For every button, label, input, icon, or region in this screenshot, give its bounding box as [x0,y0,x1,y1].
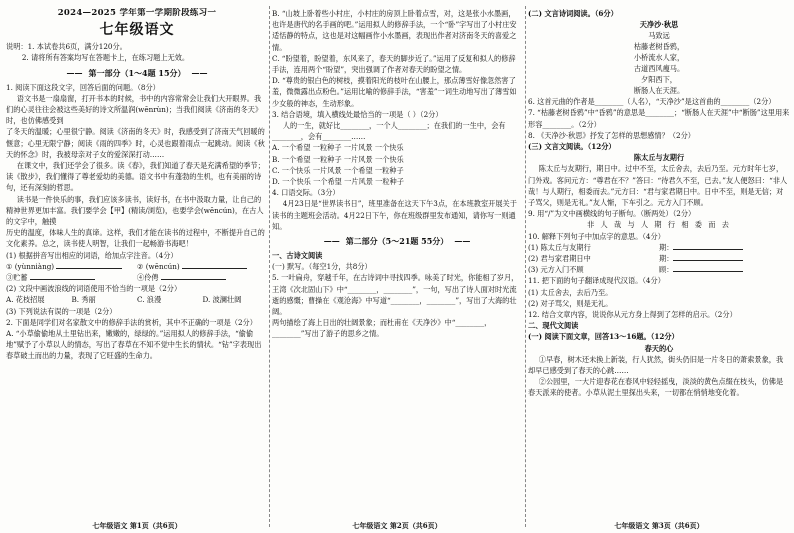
poem-line: 枯藤老树昏鸦， [633,42,685,52]
choice-option[interactable]: C. 一个快乐 一片风景 一个希望 一粒种子 [272,165,404,175]
choice-option[interactable]: C. 浪漫 [137,295,162,305]
question-6: 6. 这首元曲的作者是________（人名），“天净沙”是这首曲的________（2分） [528,97,776,107]
question-5: 5. 一叶扁舟，穿越千年，在古诗词中寻找四季。咏美了时光，你能相了岁月，王湾《次北固山下》中“________，________”，一句，写出了诗人面对时光流逝的感慨；曹操在《观沧海》中写道“________，________”，写出了大海的壮阔。 [272,273,519,317]
subsection-heading: (一) 默写。（每空1分，共8分） [272,262,372,272]
answer-blank[interactable] [673,253,743,261]
page-footer: 七年级语文 第1页（共6页） [92,521,182,530]
question-4-lead: 4. 口语交际。（3分） [272,188,340,198]
question-11: 11. 把下面的句子翻译成现代汉语。（4分） [528,276,665,286]
subject-title: 七年级语文 [99,22,175,39]
reading-passage: 历史的温度，体味人生的真谛。这样，我们才能在读书的过程中，不断提升自己的文化素养。总之，读书使人明智，让我们一起畅游书海吧！ [6,228,265,249]
question-12: 12. 结合文章内容，说说你从元方身上得到了怎样的启示。（2分） [528,310,737,320]
choice-option[interactable]: D. 一个快乐 一个希望 一片风景 一粒种子 [272,177,404,187]
question-2-option-a: A. “小草偷偷地从土里钻出来，嫩嫩的，绿绿的。”运用拟人的修辞手法，“偷偷地”赋予了小草以人的情态，写出了春草在不知不觉中生长的情状。“钻”字表现出春草破土而出的力量，表现了它旺盛的生命力。 [6,329,262,361]
sentence-to-segment: 非 人 哉 与 人 期 行 相 委 而 去 [587,220,731,230]
reading-passage: 语文书是一扇扇窗，打开书本的时候，书中的内容常常会让我们大开眼界。我们的心灵往往会被这些美好的诗文所温润(wēnrùn)；当我们阅读《济南的冬天》时，也仿佛感受到 [6,93,263,126]
question-7: 7. “枯藤老树昏鸦”中“昏鸦”的意思是________；“断肠人在天涯”中“断肠”这里用来形容________。（2分） [528,108,790,129]
question-9: 9. 用“/”为文中画横线的句子断句。（断两处）（2分） [528,209,696,219]
essay-title: 春天的心 [644,343,674,353]
poem-line: 夕阳西下， [641,75,677,85]
answer-blank[interactable] [30,272,96,280]
reading-passage: 读书是一件快乐的事，我们应该多读书，读好书，在书中汲取力量，让自己的精神世界更加丰富。我们要学会【甲】(精读/浏览)，也要学会(wēncún)，在古人的文字中，触摸 [6,194,264,227]
choice-options [6,294,268,305]
question-4-text: 4月23日是“世界读书日”，班里准备在这天下午3点，在本班教室开展关于读书的主题班会活动。4月22日下午，你在班级群里发布通知，请你写一则通知。 [272,199,517,231]
answer-blank[interactable] [673,264,743,272]
question-1-2: (2) 文段中画波浪线的词语使用不恰当的一项是（2分） [6,284,182,294]
poem-line: 小桥流水人家， [633,53,685,63]
page-footer: 七年级语文 第2页（共6页） [352,521,442,530]
instruction-note: 说明：1. 本试卷共6页，满分120分。 [6,42,127,52]
question-10: 10. 解释下列句子中加点字的意思。（4分） [528,231,665,241]
poem-line: 断肠人在天涯。 [633,86,685,96]
choice-option[interactable]: B. 秀丽 [71,295,96,305]
reading-passage: 在课文中，我们还学会了很多。读《春》，我们知道了春天是充满希望的季节；读《散步》，我们懂得了尊老爱幼的美德。语文书中有蓬勃的生机，也有美丽的诗句，还有深刻的哲思。 [6,161,265,193]
classical-text-title: 陈太丘与友期行 [633,153,685,163]
question-3-text: 人的一生，就好比________，一个人________；在我们的一生中，会有________，会有________…… [272,121,506,142]
question-1-lead: 1. 阅读下面这段文字，回答后面的问题。（8分） [6,82,160,92]
choice-option[interactable]: A. 花枝招展 [6,295,45,305]
page-footer: 七年级语文 第3页（共6页） [614,521,704,530]
choice-option[interactable]: B. 一个希望 一粒种子 一片风景 一个快乐 [272,154,404,164]
column-divider [269,6,270,527]
question-3-lead: 3. 结合语境，填入横线处最恰当的一项是（ ）（2分） [272,109,443,119]
poem-author: 马致远 [648,31,670,41]
poem-line: 古道西风瘦马。 [633,64,685,74]
page-3-column [528,8,790,527]
part-1-title: —— 第一部分（1～4题 15分） —— [66,67,208,78]
translation-item: (1) 太丘舍去，去后乃至。 [528,287,613,297]
question-1-3: (3) 下列说法有误的一项是（2分） [6,306,117,316]
exam-title: 2024—2025 学年第一学期阶段练习一 [57,8,217,18]
page-2-column [272,8,522,527]
question-8: 8. 《天净沙·秋思》抒发了怎样的思想感情？（2分） [528,130,695,140]
poem-title: 天净沙·秋思 [639,20,679,30]
question-1-1: (1) 根据拼音写出相应的词语，给加点字注音。（4分） [6,250,178,260]
choice-option[interactable]: D. 波澜壮阔 [202,295,242,305]
translation-item: (2) 对子骂父，则是无礼。 [528,298,613,308]
question-2-option-d: D. “尊贵的银白色的树枝，摸着阳光的枝叶在山腰上，那点薄雪好像忽然害了羞，微微露出点粉色。”运用比喻的修辞手法，“害羞”一词生动地写出了薄雪如少女般的神态，生动形象。 [272,76,517,108]
question-5-continued: 两句描绘了海上日出的壮阔景象；而杜甫在《天净沙》中“________，________”写出了游子的思乡之情。 [272,318,492,339]
instruction-note: 2. 请将所有答案均写在答题卡上，在练习题上无效。 [21,53,190,63]
section-heading: 一、古诗文阅读 [272,251,323,261]
answer-blank[interactable] [161,272,227,280]
answer-blank[interactable] [673,242,743,250]
question-2-option-c: C. “盼望着，盼望着，东风来了，春天的脚步近了。”运用了反复和拟人的修辞手法，连用两个“盼望”，突出强调了作者对春天的盼望之情。 [272,53,516,75]
choice-option[interactable]: A. 一个希望 一粒种子 一片风景 一个快乐 [272,143,404,153]
question-2-lead: 2. 下面是同学们对名家散文中的修辞手法的赏析，其中不正确的一项是（2分） [6,317,257,327]
answer-blank[interactable] [56,261,122,269]
subsection-heading: (二) 文言诗词阅读。（6分） [528,9,618,18]
section-heading: 二、现代文阅读 [528,321,579,331]
part-2-title: —— 第二部分（5～21题 55分） —— [323,236,471,247]
question-2-option-b: B. “山坡上卧着些小村庄，小村庄的房顶上卧着点雪，对，这是张小水墨画，也许是唐代的名手画的吧。”运用拟人的修辞手法，一个“卧”字写出了小村庄安适恬静的特点，这也是对这幅画作小水墨画，表现出作者对济南冬天的喜爱之情。 [272,9,517,52]
poem [528,19,790,96]
answer-blank[interactable] [182,261,248,269]
pinyin-items: ① (yùnniàng) ② (wēncún) ③贮蓄 ④伶俜 [6,261,268,283]
essay-paragraph: ①早春，树木还未换上新装，行人犹然，街头仍旧是一片冬日的萧索景象，我却早已感受到了春天的心跳…… [528,354,784,376]
column-divider [525,6,526,527]
word-items: (1) 陈太丘与友期行 期： (2) 君与家君期日中 期： (3) 元方入门不顾 顾： [528,242,790,276]
essay-paragraph: ②公园里，一大片迎春花在春风中轻轻摇曳，淡淡的黄色点缀在枝头，仿佛是春天派来的使者。小草从泥土里探出头来，一切都在悄悄地变化着。 [528,377,784,398]
classical-text: 陈太丘与友期行，期日中。过中不至，太丘舍去，去后乃至。元方时年七岁，门外戏。客问元方：“尊君在不？”答曰：“待君久不至，已去。”友人便怒曰：“非人哉！与人期行，相委而去。”元方曰：“君与家君期日中。日中不至，则是无信；对子骂父，则是无礼。”友人惭，下车引之。元方入门不顾。 [528,164,788,208]
reading-passage: 了冬天的温暖；心里很宁静。阅读《济南的冬天》时，我感受到了济南天气回暖的惬意；心里无限宁静；阅读《雨的四季》时，心灵也跟着雨点一起跳动。阅读《秋天的怀念》时，我被母亲对子女的爱深深打动…… [6,127,265,159]
page-1-column [6,8,268,527]
subsection-heading: (三) 文言文阅读。（12分） [528,142,616,152]
subsection-heading: (一) 阅读下面文章，回答13～16题。（12分） [528,332,679,342]
